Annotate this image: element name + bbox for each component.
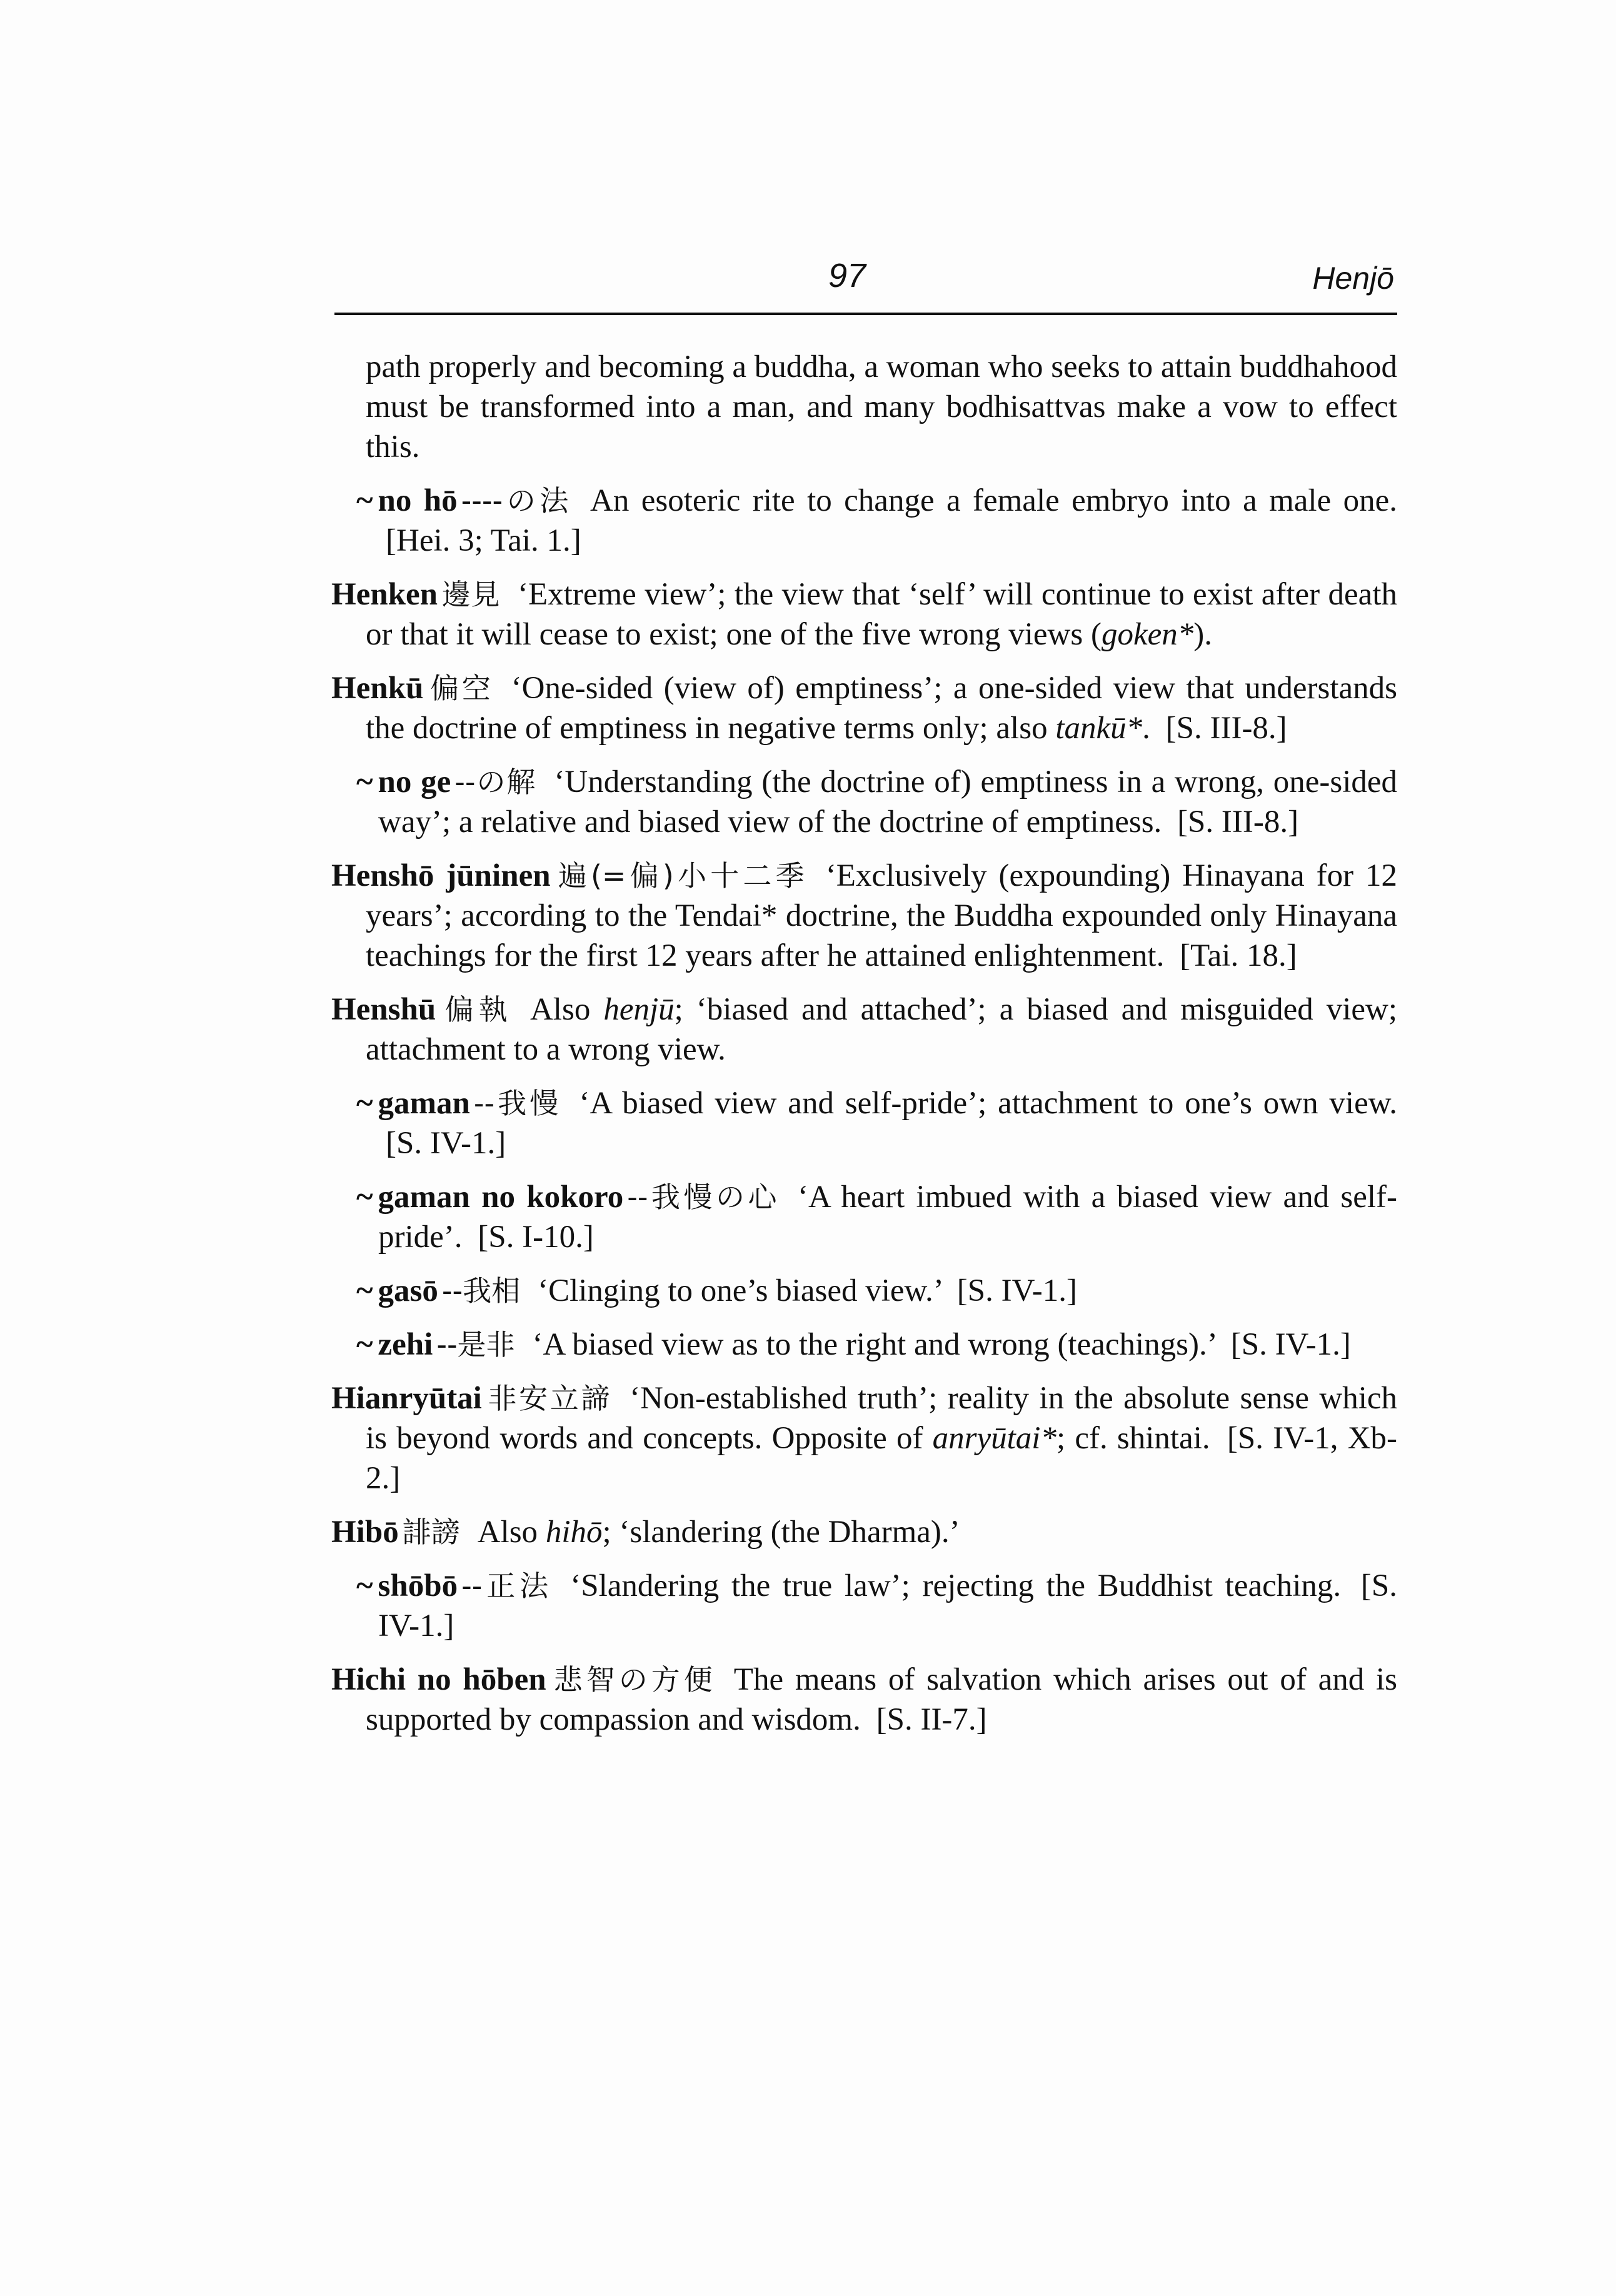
definition: An esoteric rite to change a female embryo into a male one.	[590, 483, 1398, 518]
definition: ‘Extreme view’; the view that ‘self’ will continue to exist after death or that it will cease to exist; one of the five wrong views (	[366, 577, 1397, 652]
source-reference: [S. IV-1.]	[378, 1568, 1398, 1643]
dictionary-entry	[331, 990, 1397, 1070]
definition: ‘Clinging to one’s biased view.’	[538, 1273, 941, 1308]
tilde-mark: ~	[356, 1327, 373, 1362]
dictionary-entry	[331, 574, 1397, 654]
dictionary-subentry	[344, 1325, 1397, 1365]
headword: gaman no kokoro	[378, 1180, 624, 1215]
definition: ‘Slandering the true law’; rejecting the Buddhist teaching.	[570, 1568, 1342, 1603]
dictionary-entry	[331, 856, 1397, 976]
definition: ‘Exclusively (expounding) Hinayana for 12 years’; according to the Tendai* doctrine, the Buddha expounded only Hinayana teachings for the first 12 years after he attained enlightenment.	[366, 858, 1397, 973]
headword: Henkū	[331, 671, 424, 706]
page-number: 97	[828, 257, 866, 294]
kanji-term: 誹謗	[402, 1515, 460, 1549]
entry-list	[331, 347, 1397, 1753]
dictionary-subentry	[344, 762, 1397, 842]
headword: Henshū	[331, 992, 436, 1027]
source-reference: [Tai. 18.]	[1180, 938, 1297, 973]
dictionary-subentry	[344, 1177, 1397, 1257]
kanji-term: 邊見	[441, 578, 501, 611]
continued-entry-text: path properly and becoming a buddha, a woman who seeks to attain buddhahood must be transformed into a man, and many bodhisattvas make a vow to effect this.	[366, 349, 1398, 464]
kanji-term: 遍(=偏)小十二季	[554, 859, 808, 893]
cross-reference: goken*	[1101, 617, 1194, 652]
dictionary-entry	[331, 1378, 1397, 1498]
tilde-mark: ~	[356, 1180, 373, 1215]
definition: ‘A biased view and self-pride’; attachment to one’s own view.	[579, 1086, 1397, 1121]
cross-reference: tankū*	[1055, 711, 1143, 746]
definition-end: ; ‘biased and attached’; a biased and misguided view; attachment to a wrong view.	[366, 992, 1398, 1067]
definition-end: .	[1142, 711, 1150, 746]
headword: Henken	[331, 577, 438, 612]
dictionary-entry	[331, 1512, 1397, 1552]
source-reference: [S. IV-1.]	[386, 1126, 506, 1161]
source-reference: [S. I-10.]	[478, 1220, 594, 1255]
cross-reference: henjū	[603, 992, 675, 1027]
tilde-mark: ~	[356, 483, 373, 518]
source-reference: [S. III-8.]	[1165, 711, 1287, 746]
definition: ‘Non-established truth’; reality in the absolute sense which is beyond words and concepts. Opposite of	[366, 1381, 1398, 1456]
definition: The means of salvation which arises out of and is supported by compassion and wisdom.	[366, 1662, 1397, 1737]
dictionary-subentry	[344, 1566, 1397, 1646]
definition: ‘A heart imbued with a biased view and self-pride’.	[378, 1180, 1398, 1255]
headword: Henshō jūninen	[331, 858, 551, 893]
tilde-mark: ~	[356, 764, 373, 800]
tilde-mark: ~	[356, 1273, 373, 1308]
headword: gaman	[378, 1086, 470, 1121]
headword: shōbō	[378, 1568, 458, 1603]
cross-reference: anryūtai*	[932, 1421, 1056, 1456]
definition-end: ).	[1193, 617, 1212, 652]
dictionary-subentry	[344, 1271, 1397, 1311]
dictionary-subentry	[344, 1083, 1397, 1163]
source-reference: [Hei. 3; Tai. 1.]	[386, 523, 581, 558]
running-head-word: Henjō	[1312, 261, 1394, 296]
header-rule	[334, 313, 1397, 315]
kanji-term: 偏空	[427, 671, 494, 705]
definition: ‘One-sided (view of) emptiness’; a one-sided view that understands the doctrine of emptiness in negative terms only; also	[366, 671, 1398, 746]
tilde-mark: ~	[356, 1086, 373, 1121]
kanji-term: --我慢の心	[627, 1180, 780, 1214]
source-reference: [S. IV-1.]	[956, 1273, 1077, 1308]
definition-end: ; cf. shintai.	[1056, 1421, 1210, 1456]
dictionary-subentry	[344, 481, 1397, 561]
definition: Also	[477, 1515, 538, 1550]
kanji-term: 非安立諦	[485, 1381, 613, 1415]
headword: no ge	[378, 764, 451, 800]
headword: no hō	[378, 483, 458, 518]
kanji-term: --是非	[436, 1328, 515, 1361]
headword: Hibō	[331, 1515, 399, 1550]
headword: gasō	[378, 1273, 438, 1308]
source-reference: [S. III-8.]	[1177, 805, 1299, 840]
dictionary-entry	[331, 1660, 1397, 1740]
kanji-term: --正法	[461, 1569, 553, 1603]
kanji-term: --我相	[441, 1274, 521, 1308]
cross-reference: hihō	[545, 1515, 603, 1550]
definition: ‘Understanding (the doctrine of) emptiness in a wrong, one-sided way’; a relative and biased view of the doctrine of emptiness.	[378, 764, 1397, 840]
kanji-term: --の解	[454, 765, 537, 799]
headword: Hichi no hōben	[331, 1662, 546, 1697]
source-reference: [S. II-7.]	[876, 1702, 987, 1737]
running-head	[334, 256, 1394, 313]
kanji-term: --我慢	[473, 1086, 562, 1120]
tilde-mark: ~	[356, 1568, 373, 1603]
dictionary-entry	[331, 668, 1397, 748]
definition: Also	[529, 992, 591, 1027]
kanji-term: 悲智の方便	[550, 1663, 716, 1697]
definition: ‘A biased view as to the right and wrong (teachings).’	[532, 1327, 1215, 1362]
source-reference: [S. IV-1, Xb-2.]	[366, 1421, 1398, 1496]
kanji-term: 偏執	[439, 993, 513, 1026]
source-reference: [S. IV-1.]	[1230, 1327, 1351, 1362]
kanji-term: ----の法	[461, 484, 573, 518]
definition-end: ; ‘slandering (the Dharma).’	[602, 1515, 960, 1550]
headword: Hianryūtai	[331, 1381, 482, 1416]
headword: zehi	[378, 1327, 433, 1362]
